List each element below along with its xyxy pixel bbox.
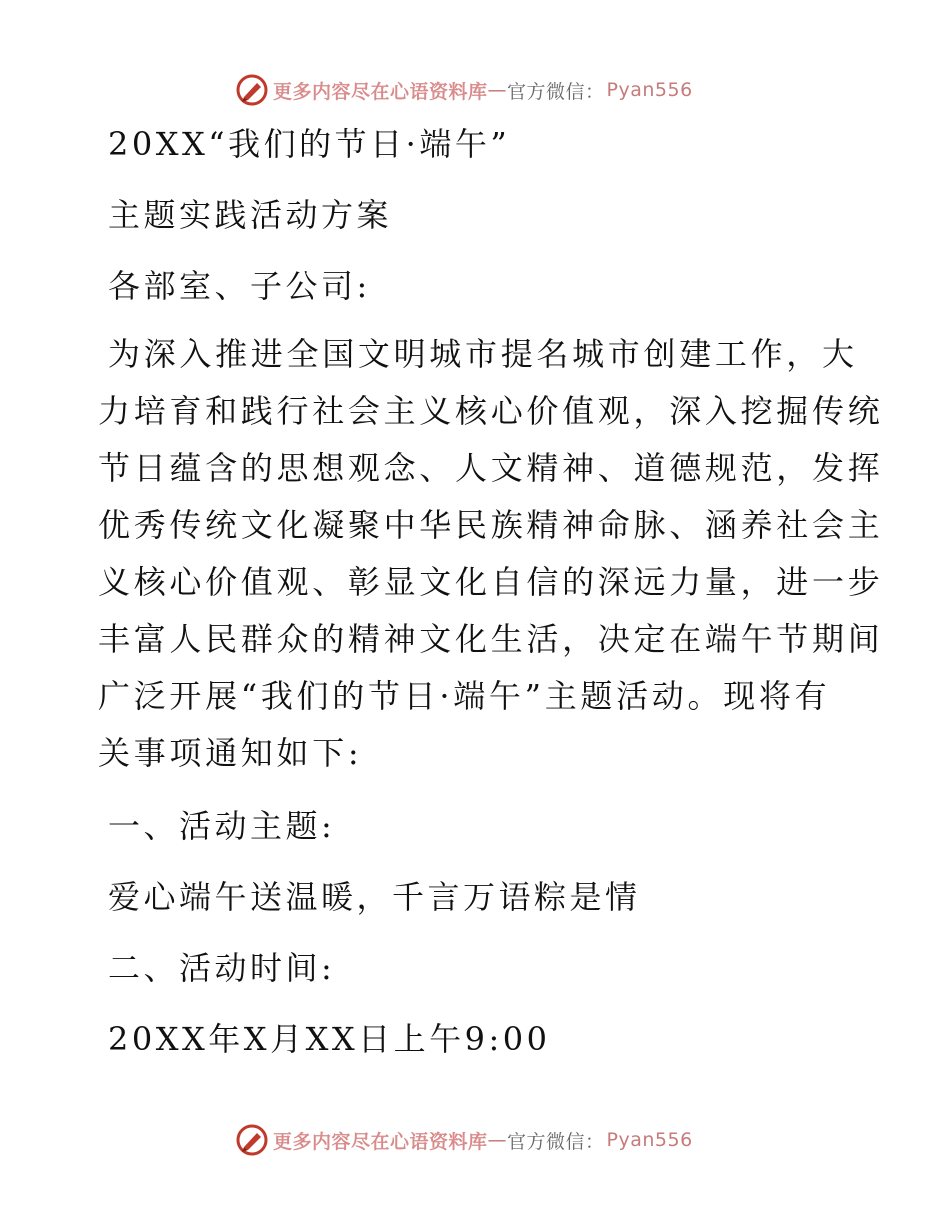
paragraph-line: 广泛开展“我们的节日·端午”主题活动。现将有 [98, 677, 831, 715]
watermark-brand: 更多内容尽在心语资料库 [273, 1130, 488, 1153]
section1-body: 爱心端午送温暖，千言万语粽是情 [108, 878, 641, 916]
watermark-footer [235, 1122, 755, 1158]
watermark-dash: — [487, 79, 508, 101]
document-title-line1: 20XX“我们的节日·端午” [108, 125, 511, 163]
paragraph-line: 丰富人民群众的精神文化生活，决定在端午节期间 [98, 620, 884, 658]
watermark-brand: 更多内容尽在心语资料库 [273, 80, 488, 103]
watermark-wechat-id: Pyan556 [606, 1129, 693, 1151]
section2-heading: 二、活动时间: [108, 949, 336, 987]
pen-logo-icon [235, 1123, 269, 1157]
watermark-wechat-id: Pyan556 [606, 79, 693, 101]
watermark-official-label: 官方微信： [507, 1130, 605, 1153]
document-body [98, 124, 884, 1059]
document-title-line2: 主题实践活动方案 [108, 196, 393, 234]
watermark-dash: — [487, 1129, 508, 1151]
intro-paragraph [98, 326, 884, 782]
salutation: 各部室、子公司: [108, 267, 371, 305]
section2-body: 20XX年X月XX日上午9:00 [108, 1020, 551, 1058]
pen-logo-icon [235, 73, 269, 107]
paragraph-line: 节日蕴含的思想观念、人文精神、道德规范，发挥 [98, 449, 884, 487]
section1-heading: 一、活动主题: [108, 807, 336, 845]
paragraph-line: 力培育和践行社会主义核心价值观，深入挖掘传统 [98, 392, 884, 430]
paragraph-line: 优秀传统文化凝聚中华民族精神命脉、涵养社会主 [98, 506, 884, 544]
watermark-official-label: 官方微信： [507, 80, 605, 103]
watermark-header [235, 72, 755, 108]
paragraph-line: 关事项通知如下: [98, 734, 363, 772]
paragraph-line: 义核心价值观、彰显文化自信的深远力量，进一步 [98, 563, 884, 601]
paragraph-line: 为深入推进全国文明城市提名城市创建工作，大 [108, 335, 858, 373]
